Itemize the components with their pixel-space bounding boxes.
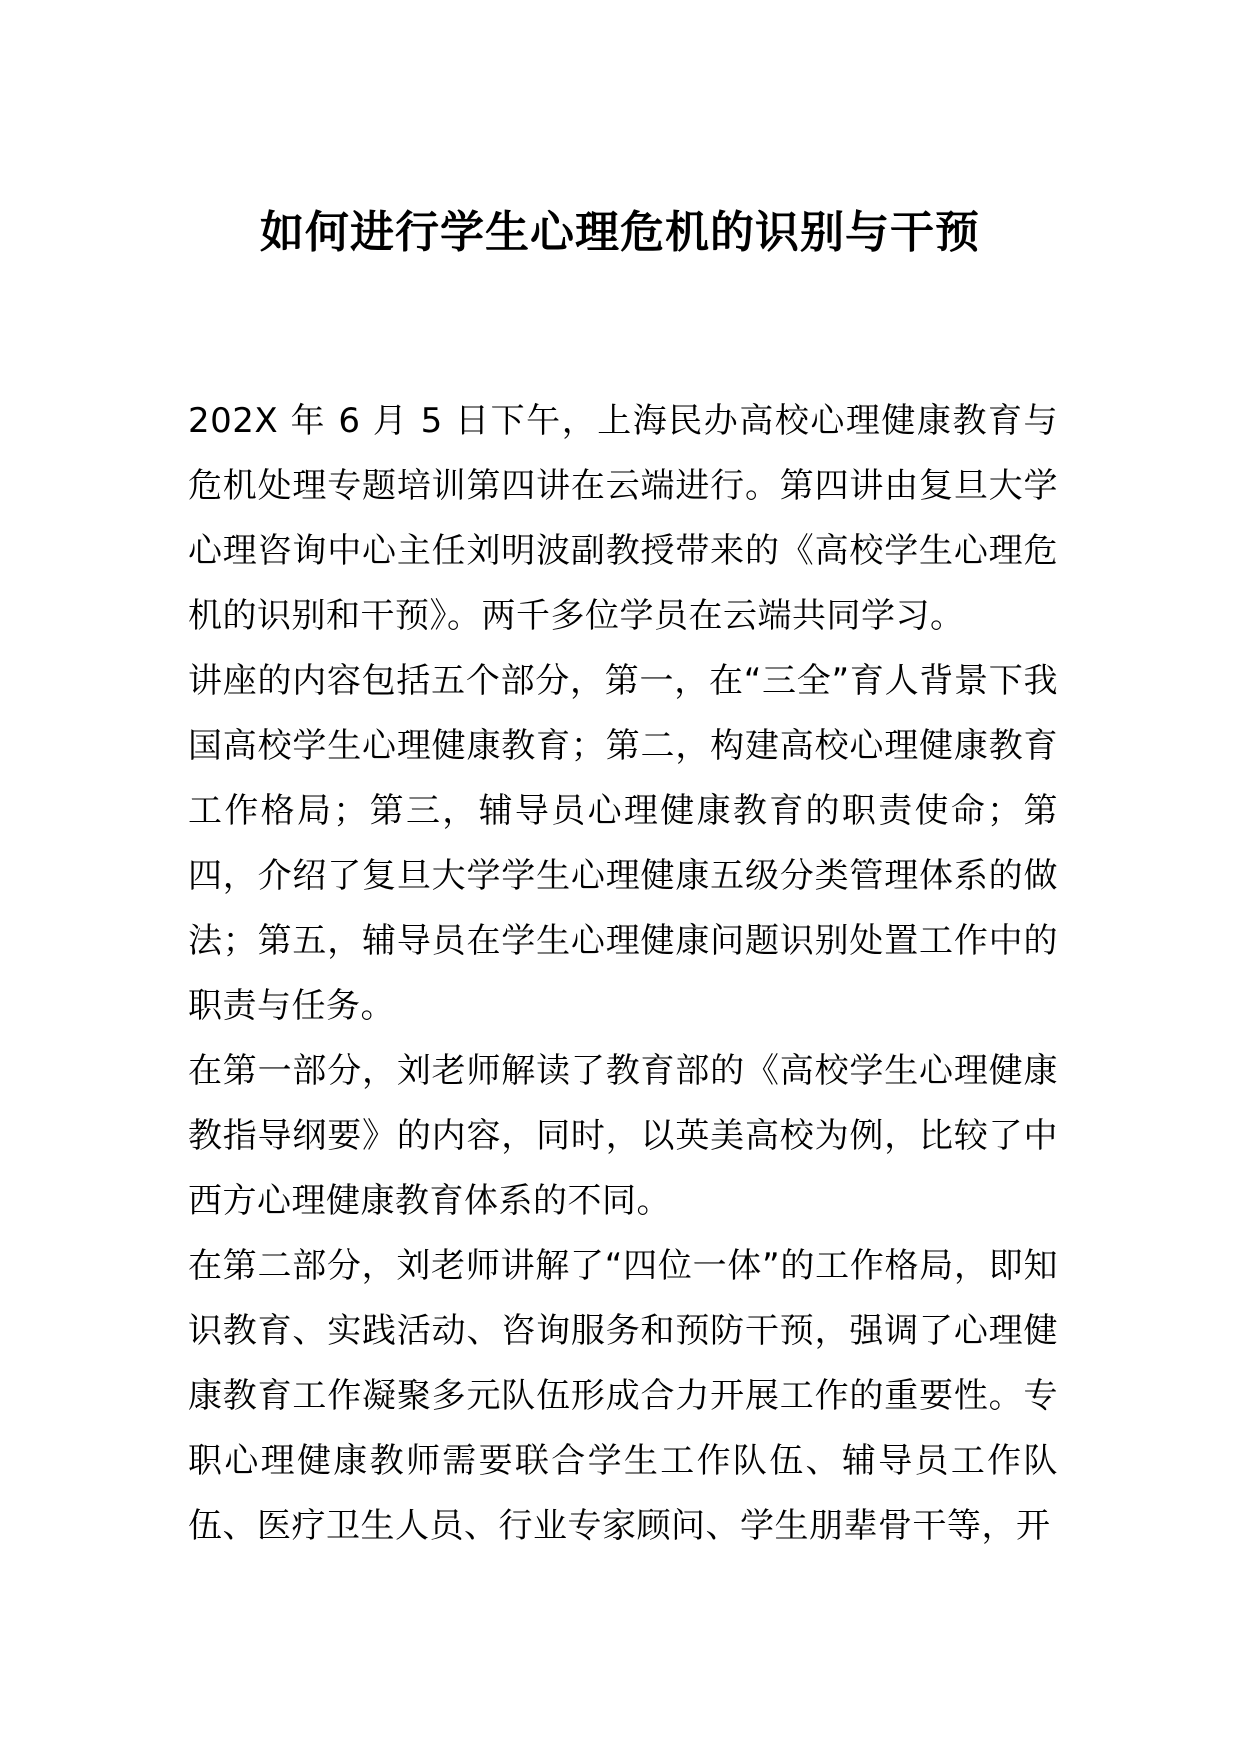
body-paragraph-4: 在第二部分，刘老师讲解了“四位一体”的工作格局，即知识教育、实践活动、咨询服务和预防干预，强调了心理健康教育工作凝聚多元队伍形成合力开展工作的重要性。专职心理健康教师需要联合学生工作队伍、辅导员工作队伍、医疗卫生人员、行业专家顾问、学生朋辈骨干等，开 [188, 1246, 1058, 1546]
document-body [188, 389, 1058, 1559]
body-paragraph-1: 202X 年 6 月 5 日下午，上海民办高校心理健康教育与危机处理专题培训第四讲在云端进行。第四讲由复旦大学心理咨询中心主任刘明波副教授带来的《高校学生心理危机的识别和干预》。两千多位学员在云端共同学习。 [188, 401, 1058, 636]
document-title: 如何进行学生心理危机的识别与干预 [260, 207, 980, 258]
body-paragraph-2: 讲座的内容包括五个部分，第一，在“三全”育人背景下我国高校学生心理健康教育；第二，构建高校心理健康教育工作格局；第三，辅导员心理健康教育的职责使命；第四，介绍了复旦大学学生心理健康五级分类管理体系的做法；第五，辅导员在学生心理健康问题识别处置工作中的职责与任务。 [188, 661, 1058, 1026]
body-paragraph-3: 在第一部分，刘老师解读了教育部的《高校学生心理健康教指导纲要》的内容，同时，以英美高校为例，比较了中西方心理健康教育体系的不同。 [188, 1051, 1058, 1221]
